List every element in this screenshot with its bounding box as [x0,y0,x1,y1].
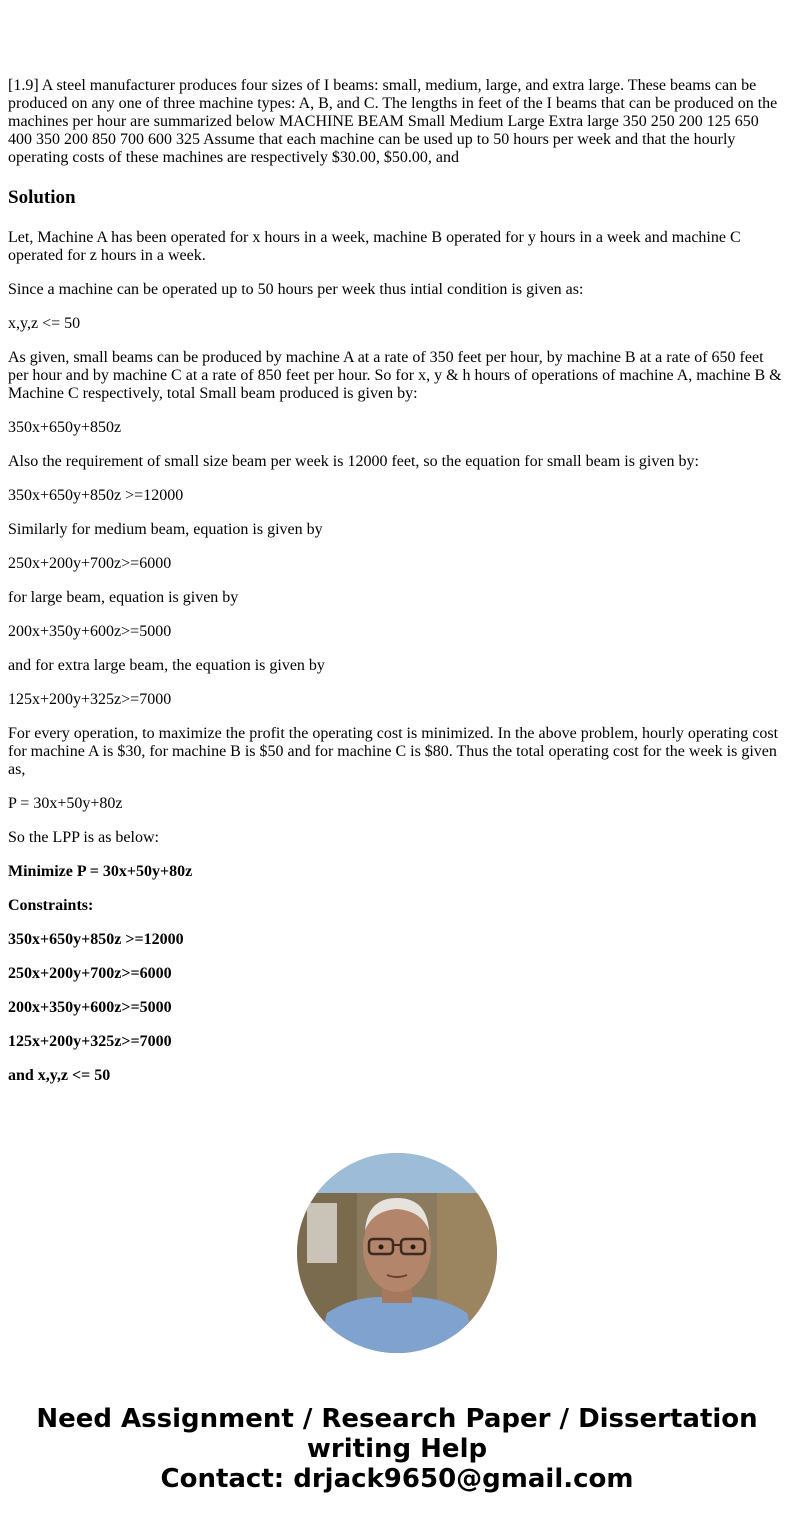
lpp-constraint: 200x+350y+600z>=5000 [8,999,172,1016]
lpp-constraint: 350x+650y+850z >=12000 [8,931,184,948]
solution-paragraph: As given, small beams can be produced by machine A at a rate of 350 feet per hour, by machine B at a rate of 650 feet per hour and by machine C at a rate of 850 feet per hour. So for x, y & h hours of operations of machine A, machine B & Machine C respectively, total Small beam produced is given by: [8,349,782,402]
solution-equation: 125x+200y+325z>=7000 [8,691,172,708]
promo-banner [0,1404,794,1494]
lpp-constraint: and x,y,z <= 50 [8,1067,111,1084]
solution-equation: 200x+350y+600z>=5000 [8,623,172,640]
lpp-constraint: 125x+200y+325z>=7000 [8,1033,172,1050]
solution-heading: Solution [8,187,76,208]
solution-paragraph: So the LPP is as below: [8,829,159,846]
solution-paragraph: For every operation, to maximize the profit the operating cost is minimized. In the above problem, hourly operating cost for machine A is $30, for machine B is $50 and for machine C is $80. Thus the total operating cost for the week is given as, [8,725,779,778]
promo-line: writing Help [306,1434,488,1464]
solution-paragraph: Similarly for medium beam, equation is given by [8,521,323,538]
solution-paragraph: Let, Machine A has been operated for x hours in a week, machine B operated for y hours in a week and machine C operated for z hours in a week. [8,229,741,264]
solution-equation: 350x+650y+850z [8,419,122,436]
solution-paragraph: Also the requirement of small size beam per week is 12000 feet, so the equation for small beam is given by: [8,453,699,470]
lpp-constraints-label: Constraints: [8,897,94,914]
question-text: [1.9] A steel manufacturer produces four sizes of I beams: small, medium, large, and extra large. These beams can be produced on any one of three machine types: A, B, and C. The lengths in feet of the I beams that can be produced on the machines per hour are summarized below MACHINE BEAM Small Medium Large Extra large 350 250 200 125 650 400 350 200 850 700 600 325 Assume that each machine can be used up to 50 hours per week and that the hourly operating costs of these machines are respectively $30.00, $50.00, and [8,77,778,166]
author-avatar [297,1153,497,1353]
solution-equation: P = 30x+50y+80z [8,795,123,812]
promo-line: Need Assignment / Research Paper / Dissertation [36,1404,758,1434]
document-body [8,77,784,1101]
solution-paragraph: and for extra large beam, the equation is given by [8,657,325,674]
solution-paragraph: for large beam, equation is given by [8,589,239,606]
solution-equation: 250x+200y+700z>=6000 [8,555,172,572]
promo-contact: Contact: drjack9650@gmail.com [160,1464,634,1494]
solution-paragraph: Since a machine can be operated up to 50 hours per week thus intial condition is given as: [8,281,584,298]
solution-equation: 350x+650y+850z >=12000 [8,487,184,504]
lpp-constraint: 250x+200y+700z>=6000 [8,965,172,982]
lpp-objective: Minimize P = 30x+50y+80z [8,863,193,880]
solution-equation: x,y,z <= 50 [8,315,81,332]
